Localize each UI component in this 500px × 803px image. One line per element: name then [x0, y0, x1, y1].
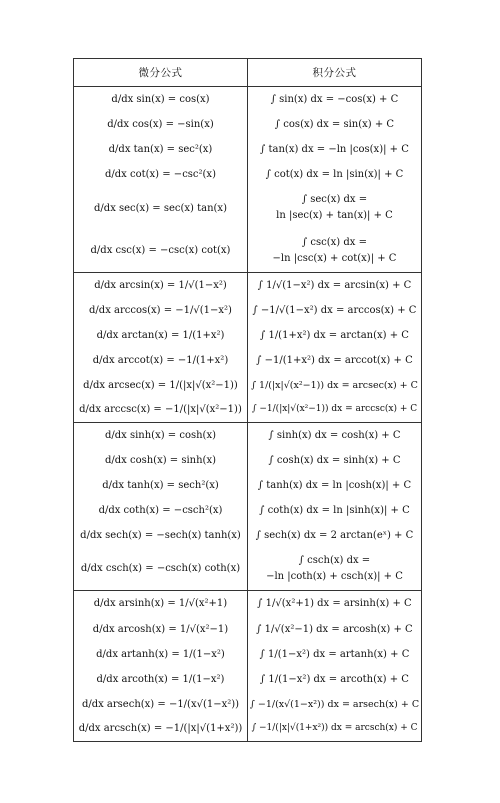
formula-table — [73, 58, 422, 742]
integral-formula: ∫ 1/(|x|√(x²−1)) dx = arcsec(x) + C — [248, 373, 422, 398]
table-row — [74, 473, 422, 498]
derivative-formula: d/dx sin(x) = cos(x) — [74, 87, 248, 112]
integral-formula: ∫ 1/(1−x²) dx = arcoth(x) + C — [248, 667, 422, 692]
integral-formula-line-1: ∫ sec(x) dx = — [301, 194, 368, 205]
table-row — [74, 667, 422, 692]
integral-formula: ∫ sech(x) dx = 2 arctan(eˣ) + C — [248, 523, 422, 548]
integral-formula-line-2: ln |sec(x) + tan(x)| + C — [276, 210, 393, 221]
derivative-formula: d/dx sech(x) = −sech(x) tanh(x) — [74, 523, 248, 548]
derivative-formula: d/dx csc(x) = −csc(x) cot(x) — [74, 230, 248, 273]
table-row — [74, 548, 422, 591]
integral-formula: ∫ tanh(x) dx = ln |cosh(x)| + C — [248, 473, 422, 498]
derivative-formula: d/dx cos(x) = −sin(x) — [74, 112, 248, 137]
integral-formula: ∫ 1/(1−x²) dx = artanh(x) + C — [248, 642, 422, 667]
table-row — [74, 448, 422, 473]
table-row — [74, 187, 422, 230]
integral-formula — [248, 230, 422, 273]
integral-formula-line-1: ∫ csch(x) dx = — [298, 554, 371, 566]
derivative-formula: d/dx artanh(x) = 1/(1−x²) — [74, 642, 248, 667]
derivative-formula: d/dx arccot(x) = −1/(1+x²) — [74, 348, 248, 373]
derivative-formula: d/dx arccsc(x) = −1/(|x|√(x²−1)) — [74, 398, 248, 423]
integral-formula: ∫ 1/√(x²−1) dx = arcosh(x) + C — [248, 617, 422, 642]
integral-formula: ∫ 1/(1+x²) dx = arctan(x) + C — [248, 323, 422, 348]
derivative-formula: d/dx arcsch(x) = −1/(|x|√(1+x²)) — [74, 717, 248, 742]
table-row — [74, 498, 422, 523]
table-row — [74, 523, 422, 548]
derivative-formula: d/dx arcsec(x) = 1/(|x|√(x²−1)) — [74, 373, 248, 398]
integral-formula-line-2: −ln |coth(x) + csch(x)| + C — [266, 570, 403, 582]
table-row — [74, 112, 422, 137]
integral-formula: ∫ −1/(x√(1−x²)) dx = arsech(x) + C — [248, 692, 422, 717]
integral-formula: ∫ cosh(x) dx = sinh(x) + C — [248, 448, 422, 473]
derivative-formula: d/dx csch(x) = −csch(x) coth(x) — [74, 548, 248, 591]
table-row — [74, 373, 422, 398]
integral-formula-multiline — [266, 553, 403, 585]
derivative-formula: d/dx arcoth(x) = 1/(1−x²) — [74, 667, 248, 692]
integral-formula: ∫ tan(x) dx = −ln |cos(x)| + C — [248, 137, 422, 162]
derivative-formula: d/dx sec(x) = sec(x) tan(x) — [74, 187, 248, 230]
integral-formula-multiline — [276, 192, 393, 224]
table-row — [74, 323, 422, 348]
table-row — [74, 591, 422, 617]
integral-formula-line-1: ∫ csc(x) dx = — [302, 236, 367, 248]
derivative-formula: d/dx arsech(x) = −1/(x√(1−x²)) — [74, 692, 248, 717]
integral-formula: ∫ sinh(x) dx = cosh(x) + C — [248, 423, 422, 448]
table-row — [74, 137, 422, 162]
integral-formula: ∫ −1/(|x|√(1+x²)) dx = arcsch(x) + C — [248, 717, 422, 742]
table-header — [74, 59, 422, 87]
table-row — [74, 162, 422, 187]
integral-formula: ∫ −1/(|x|√(x²−1)) dx = arccsc(x) + C — [248, 398, 422, 423]
integral-formula — [248, 548, 422, 591]
derivative-column-header: 微分公式 — [74, 59, 248, 87]
derivative-formula: d/dx arcosh(x) = 1/√(x²−1) — [74, 617, 248, 642]
integral-formula: ∫ 1/√(1−x²) dx = arcsin(x) + C — [248, 273, 422, 298]
integral-formula — [248, 187, 422, 230]
table-row — [74, 230, 422, 273]
header-row — [74, 59, 422, 87]
derivative-formula: d/dx arccos(x) = −1/√(1−x²) — [74, 298, 248, 323]
integral-formula: ∫ cot(x) dx = ln |sin(x)| + C — [248, 162, 422, 187]
integral-column-header: 积分公式 — [248, 59, 422, 87]
integral-formula: ∫ −1/(1+x²) dx = arccot(x) + C — [248, 348, 422, 373]
derivative-formula: d/dx sinh(x) = cosh(x) — [74, 423, 248, 448]
formula-body — [74, 87, 422, 742]
table-row — [74, 273, 422, 298]
table-row — [74, 423, 422, 448]
table-row — [74, 298, 422, 323]
derivative-formula: d/dx tanh(x) = sech²(x) — [74, 473, 248, 498]
integral-formula: ∫ sin(x) dx = −cos(x) + C — [248, 87, 422, 112]
table-row — [74, 348, 422, 373]
integral-formula: ∫ −1/√(1−x²) dx = arccos(x) + C — [248, 298, 422, 323]
derivative-formula: d/dx cosh(x) = sinh(x) — [74, 448, 248, 473]
table-row — [74, 717, 422, 742]
integral-formula-line-2: −ln |csc(x) + cot(x)| + C — [272, 252, 397, 264]
integral-formula-multiline — [273, 235, 397, 267]
derivative-formula: d/dx tan(x) = sec²(x) — [74, 137, 248, 162]
table-row — [74, 617, 422, 642]
derivative-formula: d/dx arcsin(x) = 1/√(1−x²) — [74, 273, 248, 298]
derivative-formula: d/dx coth(x) = −csch²(x) — [74, 498, 248, 523]
table-row — [74, 87, 422, 112]
integral-formula: ∫ coth(x) dx = ln |sinh(x)| + C — [248, 498, 422, 523]
integral-formula: ∫ cos(x) dx = sin(x) + C — [248, 112, 422, 137]
derivative-formula: d/dx arctan(x) = 1/(1+x²) — [74, 323, 248, 348]
derivative-formula: d/dx arsinh(x) = 1/√(x²+1) — [74, 591, 248, 617]
derivative-formula: d/dx cot(x) = −csc²(x) — [74, 162, 248, 187]
table-row — [74, 398, 422, 423]
integral-formula: ∫ 1/√(x²+1) dx = arsinh(x) + C — [248, 591, 422, 617]
table-row — [74, 692, 422, 717]
table-row — [74, 642, 422, 667]
